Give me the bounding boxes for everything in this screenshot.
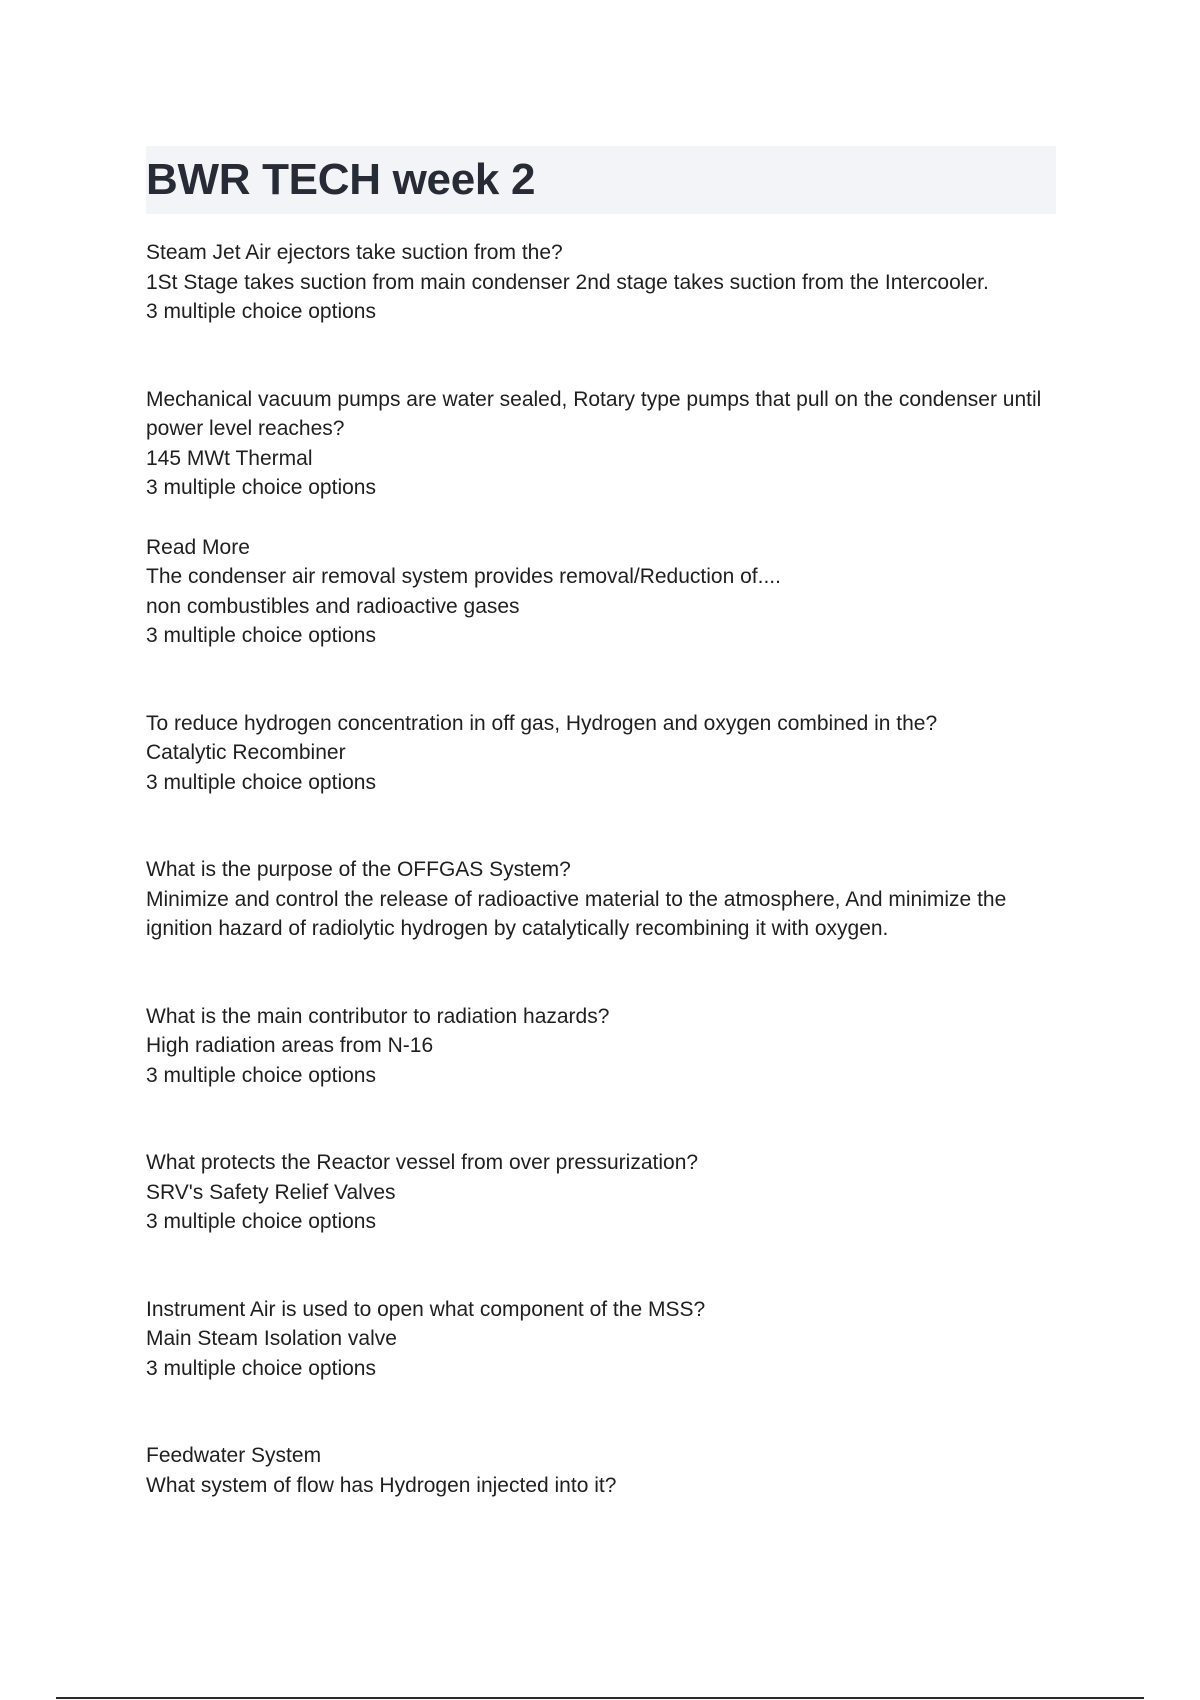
card-question: What protects the Reactor vessel from over pressurization? xyxy=(146,1151,699,1174)
card-question: What is the main contributor to radiation hazards? xyxy=(146,1004,610,1028)
card-answer: Main Steam Isolation valve xyxy=(146,1327,397,1350)
card-options-note: 3 multiple choice options xyxy=(146,1210,376,1233)
flashcard xyxy=(146,1295,1066,1384)
card-options-note: 3 multiple choice options xyxy=(146,300,376,323)
flashcard xyxy=(146,533,1066,651)
card-question: Steam Jet Air ejectors take suction from the? xyxy=(146,241,563,264)
card-answer: 1St Stage takes suction from main condenser 2nd stage takes suction from the Intercooler. xyxy=(146,270,989,294)
card-options-note: 3 multiple choice options xyxy=(146,624,376,647)
card-answer: High radiation areas from N-16 xyxy=(146,1034,434,1057)
flashcard xyxy=(146,709,1066,798)
card-question: To reduce hydrogen concentration in off gas, Hydrogen and oxygen combined in the? xyxy=(146,711,938,735)
card-answer: Catalytic Recombiner xyxy=(146,741,346,764)
flashcard-list xyxy=(146,238,1066,1500)
card-options-note: 3 multiple choice options xyxy=(146,1063,376,1087)
card-term: Feedwater System xyxy=(146,1444,322,1467)
card-answer: 145 MWt Thermal xyxy=(146,446,313,470)
flashcard xyxy=(146,1148,1066,1237)
footer-divider xyxy=(56,1697,1144,1699)
card-question: What is the purpose of the OFFGAS System? xyxy=(146,858,571,881)
flashcard xyxy=(146,238,1066,327)
flashcard xyxy=(146,385,1066,503)
card-question: Instrument Air is used to open what component of the MSS? xyxy=(146,1297,706,1321)
flashcard xyxy=(146,1441,1066,1500)
card-options-note: 3 multiple choice options xyxy=(146,476,376,499)
card-answer: non combustibles and radioactive gases xyxy=(146,594,520,618)
card-answer: Minimize and control the release of radioactive material to the atmosphere, And minimize the ignition hazard of radiolytic hydrogen by catalytically recombining it with oxygen. xyxy=(146,887,1007,940)
card-options-note: 3 multiple choice options xyxy=(146,770,376,794)
read-more-link[interactable]: Read More xyxy=(146,535,250,559)
card-options-note: 3 multiple choice options xyxy=(146,1356,376,1380)
flashcard xyxy=(146,855,1066,944)
card-answer: SRV's Safety Relief Valves xyxy=(146,1180,396,1204)
title-banner xyxy=(146,146,1056,214)
card-question: What system of flow has Hydrogen injected into it? xyxy=(146,1473,617,1497)
card-question: Mechanical vacuum pumps are water sealed, Rotary type pumps that pull on the condenser until power level reaches? xyxy=(146,387,1042,440)
card-question: The condenser air removal system provides removal/Reduction of.... xyxy=(146,565,781,588)
page-title: BWR TECH week 2 xyxy=(146,155,536,204)
flashcard xyxy=(146,1002,1066,1091)
